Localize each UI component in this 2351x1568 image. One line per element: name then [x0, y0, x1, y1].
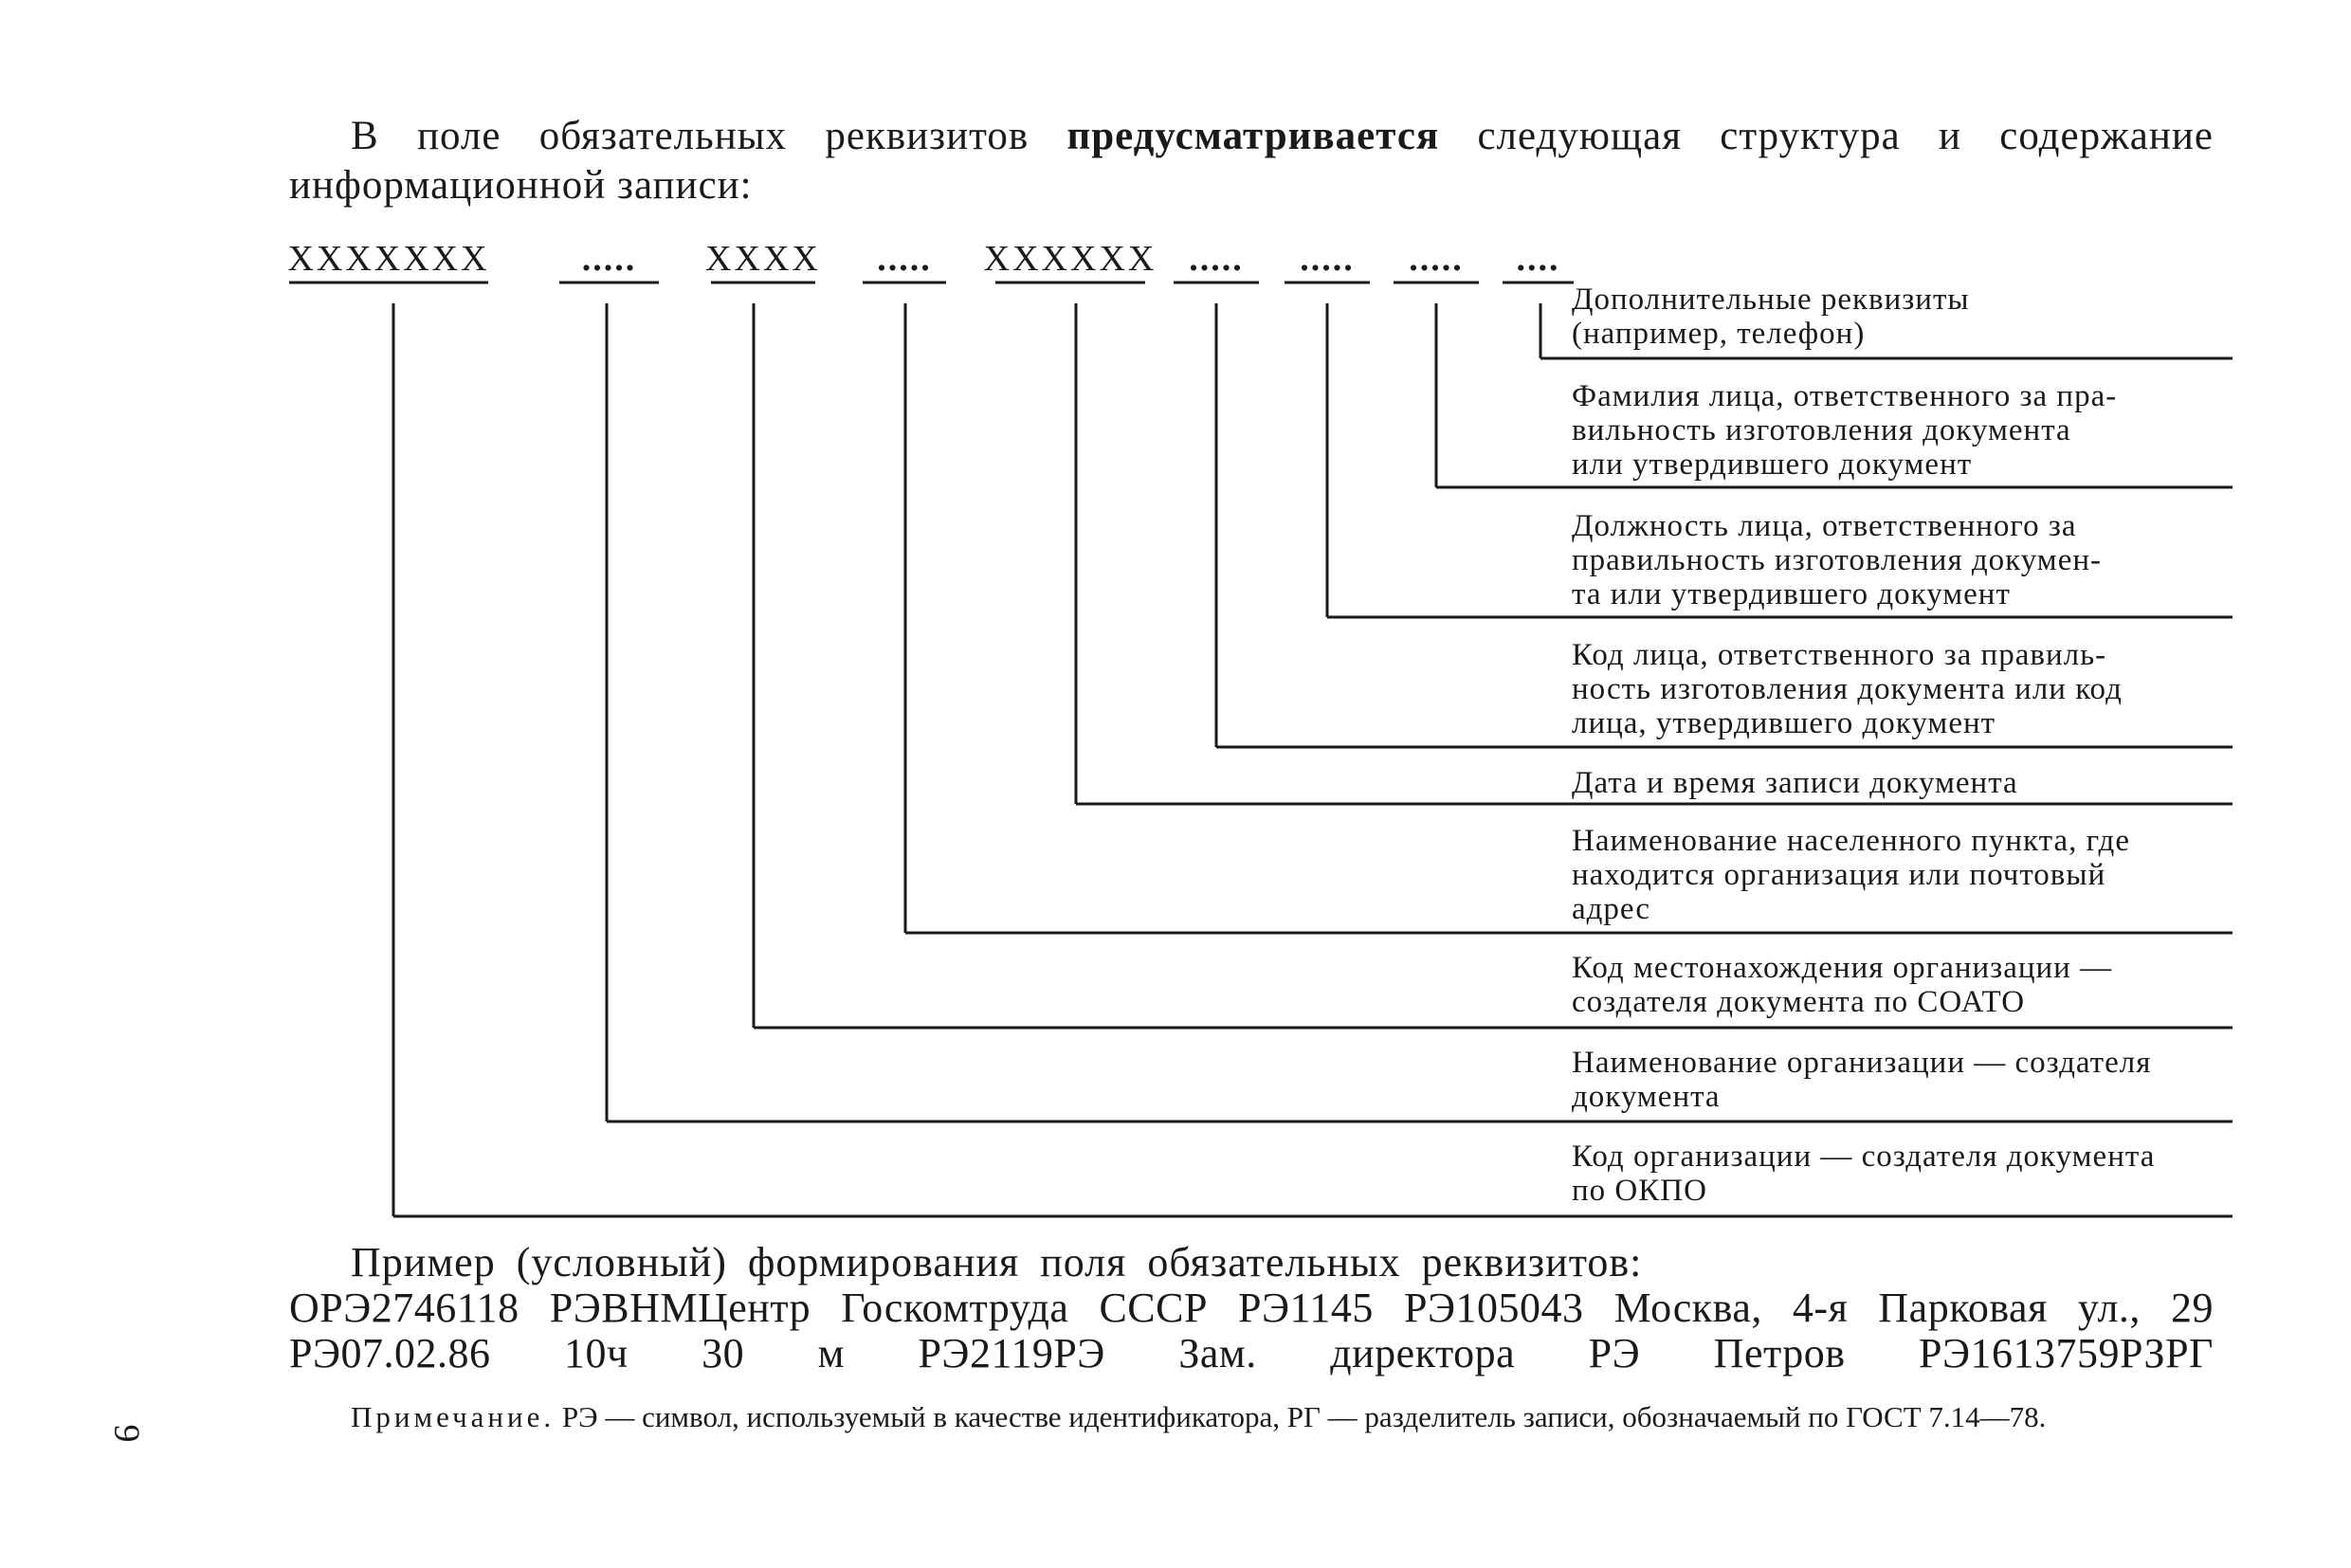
field-label: ..... — [581, 239, 637, 279]
field-description: Код лица, ответственного за правиль-ность изготовления документа или код лица, утвердившего документ — [1572, 638, 2123, 740]
field-label: XXXXXX — [983, 239, 1157, 279]
field-description: Наименование организации — создателя документа — [1572, 1046, 2152, 1114]
field-description: Код организации — создателя документа по ОКПО — [1572, 1140, 2156, 1208]
field-label: ..... — [1300, 239, 1355, 279]
field-label: XXXXXXX — [287, 239, 490, 279]
example-line-2: РЭ07.02.86 10ч 30 м РЭ2119РЭ Зам. директора РЭ Петров РЭ1613759РЗРГ — [289, 1330, 2214, 1377]
footnote — [289, 1399, 2214, 1435]
footnote-text: РЭ — символ, используемый в качестве идентификатора, РГ — разделитель записи, обозначаемый по ГОСТ 7.14—78. — [555, 1400, 2047, 1433]
intro-text-part2: следующая структура и содержание информационной записи: — [289, 114, 2214, 208]
field-description: Наименование населенного пункта, где находится организация или почтовый адрес — [1572, 824, 2130, 926]
example-block — [289, 1240, 2214, 1377]
field-description: Фамилия лица, ответственного за пра-вильность изготовления документа или утвердившего документ — [1572, 379, 2118, 482]
description-texts — [1572, 283, 2155, 1208]
page-number: 9 — [106, 1424, 147, 1443]
field-description: Код местонахождения организации — создателя документа по СОАТО — [1572, 951, 2113, 1019]
field-label: ..... — [877, 239, 932, 279]
field-label: XXXX — [705, 239, 821, 279]
example-line-1: ОРЭ2746118 РЭВНМЦентр Госкомтруда СССР РЭ1145 РЭ105043 Москва, 4-я Парковая ул., 29 — [289, 1285, 2214, 1331]
example-heading: Пример (условный) формирования поля обязательных реквизитов: — [351, 1239, 1643, 1285]
field-description: Должность лица, ответственного за правильность изготовления докумен-та или утвердившего документ — [1572, 509, 2102, 611]
field-description: Дополнительные реквизиты (например, телефон) — [1572, 283, 1970, 351]
field-label: ..... — [1189, 239, 1244, 279]
footnote-label: Примечание. — [351, 1400, 556, 1433]
field-label: ..... — [1409, 239, 1464, 279]
intro-text-bold: предусматривается — [1066, 114, 1440, 158]
intro-text-part1: В поле обязательных реквизитов — [351, 114, 1067, 158]
field-label: .... — [1516, 239, 1560, 279]
field-description: Дата и время записи документа — [1572, 766, 2018, 800]
field-labels — [287, 239, 1559, 279]
